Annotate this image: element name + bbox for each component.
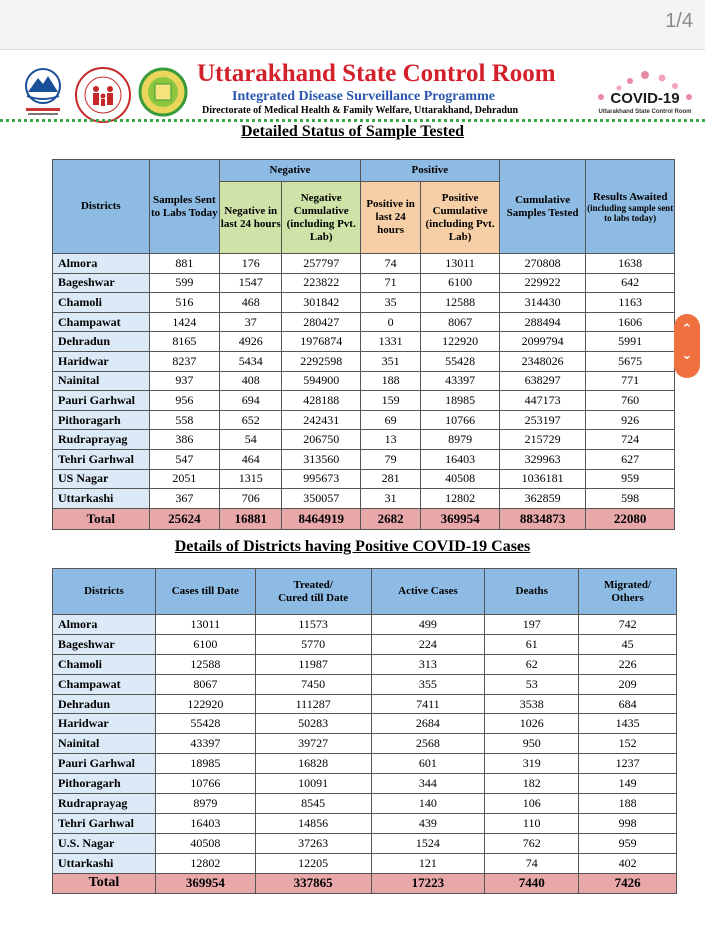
- district-name: Champawat: [53, 312, 150, 332]
- table-cell: 16403: [421, 449, 500, 469]
- table-row: [53, 410, 675, 430]
- positive-cases-table: [52, 568, 677, 894]
- district-name: Pithoragarh: [53, 774, 156, 794]
- table-cell: 188: [579, 794, 677, 814]
- table-cell: 122920: [421, 332, 500, 352]
- table-cell: 926: [586, 410, 675, 430]
- table-cell: 40508: [421, 469, 500, 489]
- table-cell: 229922: [499, 273, 586, 293]
- table-cell: 12588: [421, 293, 500, 313]
- table-row: [53, 714, 677, 734]
- table-cell: 13011: [155, 615, 255, 635]
- table-cell: 53: [485, 674, 579, 694]
- district-name: Rudraprayag: [53, 794, 156, 814]
- idsp-logo-icon: [138, 66, 188, 118]
- table-cell: 10091: [255, 774, 371, 794]
- table-cell: 4926: [220, 332, 282, 352]
- table-row: [53, 391, 675, 411]
- page-subtitle: Integrated Disease Surveillance Programme: [232, 89, 495, 104]
- table-cell: 224: [371, 634, 485, 654]
- table-cell: 1237: [579, 754, 677, 774]
- table-cell: 5434: [220, 351, 282, 371]
- table-cell: 313560: [282, 449, 361, 469]
- table-cell: 10766: [421, 410, 500, 430]
- sample-status-title: Detailed Status of Sample Tested: [240, 123, 465, 140]
- table-cell: 1524: [371, 833, 485, 853]
- table-cell: 601: [371, 754, 485, 774]
- results-awaited-label: Results Awaited: [592, 190, 668, 203]
- table-cell: 2348026: [499, 351, 586, 371]
- treated-label-line-2: Cured till Date: [278, 591, 349, 604]
- col-districts: Districts: [53, 160, 150, 254]
- viewer-toolbar: [0, 0, 705, 50]
- col-group-negative: Negative: [220, 160, 361, 182]
- total-label: Total: [53, 508, 150, 529]
- page-title: Uttarakhand State Control Room: [197, 60, 556, 87]
- table-cell: 439: [371, 813, 485, 833]
- total-cell: 2682: [360, 508, 420, 529]
- total-cell: 369954: [155, 873, 255, 893]
- table-cell: 447173: [499, 391, 586, 411]
- table-cell: 350057: [282, 489, 361, 509]
- table-cell: 937: [149, 371, 219, 391]
- table-cell: 50283: [255, 714, 371, 734]
- table-cell: 1435: [579, 714, 677, 734]
- sample-status-total-row: [53, 508, 675, 529]
- table-row: [53, 853, 677, 873]
- col-cumulative-tested: Cumulative Samples Tested: [499, 160, 586, 254]
- table-cell: 182: [485, 774, 579, 794]
- district-name: Chamoli: [53, 654, 156, 674]
- table-cell: 18985: [155, 754, 255, 774]
- table-cell: 197: [485, 615, 579, 635]
- table-cell: 2051: [149, 469, 219, 489]
- table-row: [53, 734, 677, 754]
- table-cell: 881: [149, 254, 219, 274]
- table-cell: 55428: [155, 714, 255, 734]
- table-cell: 149: [579, 774, 677, 794]
- table-cell: 402: [579, 853, 677, 873]
- table-cell: 2568: [371, 734, 485, 754]
- table-cell: 1331: [360, 332, 420, 352]
- col-deaths: Deaths: [485, 569, 579, 615]
- table-cell: 594900: [282, 371, 361, 391]
- table-cell: 7450: [255, 674, 371, 694]
- table-cell: 226: [579, 654, 677, 674]
- table-cell: 11987: [255, 654, 371, 674]
- table-cell: 959: [579, 833, 677, 853]
- table-cell: 16828: [255, 754, 371, 774]
- table-row: [53, 654, 677, 674]
- table-cell: 61: [485, 634, 579, 654]
- table-cell: 1638: [586, 254, 675, 274]
- table-row: [53, 774, 677, 794]
- table-cell: 724: [586, 430, 675, 450]
- total-cell: 7440: [485, 873, 579, 893]
- col-districts: Districts: [53, 569, 156, 615]
- positive-cases-title: Details of Districts having Positive COVID-19 Cases: [174, 538, 531, 555]
- table-cell: 14856: [255, 813, 371, 833]
- district-name: Chamoli: [53, 293, 150, 313]
- table-cell: 8067: [421, 312, 500, 332]
- district-name: Tehri Garhwal: [53, 813, 156, 833]
- table-cell: 313: [371, 654, 485, 674]
- table-row: [53, 634, 677, 654]
- table-row: [53, 833, 677, 853]
- district-name: US Nagar: [53, 469, 150, 489]
- district-name: Dehradun: [53, 332, 150, 352]
- table-cell: 319: [485, 754, 579, 774]
- table-cell: 54: [220, 430, 282, 450]
- col-negative-cumulative: Negative Cumulative (including Pvt. Lab): [282, 182, 361, 254]
- table-cell: 55428: [421, 351, 500, 371]
- table-cell: 176: [220, 254, 282, 274]
- table-cell: 599: [149, 273, 219, 293]
- table-cell: 62: [485, 654, 579, 674]
- table-row: [53, 273, 675, 293]
- table-cell: 598: [586, 489, 675, 509]
- table-cell: 18985: [421, 391, 500, 411]
- table-cell: 1547: [220, 273, 282, 293]
- district-name: Tehri Garhwal: [53, 449, 150, 469]
- table-cell: 188: [360, 371, 420, 391]
- col-negative-24h: Negative in last 24 hours: [220, 182, 282, 254]
- table-cell: 13: [360, 430, 420, 450]
- table-cell: 762: [485, 833, 579, 853]
- document-header: [0, 52, 705, 124]
- table-cell: 8979: [155, 794, 255, 814]
- table-cell: 7411: [371, 694, 485, 714]
- table-cell: 0: [360, 312, 420, 332]
- table-row: [53, 694, 677, 714]
- table-cell: 1606: [586, 312, 675, 332]
- covid-logo-text: COVID-19: [610, 90, 680, 107]
- district-name: Nainital: [53, 734, 156, 754]
- table-cell: 74: [485, 853, 579, 873]
- table-cell: 8165: [149, 332, 219, 352]
- district-name: Almora: [53, 254, 150, 274]
- table-cell: 428188: [282, 391, 361, 411]
- table-cell: 37263: [255, 833, 371, 853]
- table-row: [53, 489, 675, 509]
- table-cell: 69: [360, 410, 420, 430]
- table-cell: 301842: [282, 293, 361, 313]
- table-cell: 314430: [499, 293, 586, 313]
- table-cell: 995673: [282, 469, 361, 489]
- table-row: [53, 312, 675, 332]
- col-samples-sent: Samples Sent to Labs Today: [149, 160, 219, 254]
- table-cell: 6100: [155, 634, 255, 654]
- table-cell: 270808: [499, 254, 586, 274]
- table-row: [53, 813, 677, 833]
- total-cell: 17223: [371, 873, 485, 893]
- total-cell: 7426: [579, 873, 677, 893]
- page-indicator: 1/4: [665, 10, 693, 32]
- district-name: Pauri Garhwal: [53, 391, 150, 411]
- total-cell: 369954: [421, 508, 500, 529]
- table-row: [53, 332, 675, 352]
- col-treated-cured: [255, 569, 371, 615]
- table-cell: 152: [579, 734, 677, 754]
- table-cell: 31: [360, 489, 420, 509]
- district-name: Nainital: [53, 371, 150, 391]
- district-name: Pithoragarh: [53, 410, 150, 430]
- table-cell: 253197: [499, 410, 586, 430]
- table-row: [53, 794, 677, 814]
- table-cell: 242431: [282, 410, 361, 430]
- table-cell: 280427: [282, 312, 361, 332]
- table-cell: 1036181: [499, 469, 586, 489]
- total-label: Total: [53, 873, 156, 893]
- table-cell: 1163: [586, 293, 675, 313]
- table-cell: 1315: [220, 469, 282, 489]
- table-cell: 408: [220, 371, 282, 391]
- table-cell: 10766: [155, 774, 255, 794]
- table-cell: 2684: [371, 714, 485, 734]
- table-cell: 516: [149, 293, 219, 313]
- table-cell: 223822: [282, 273, 361, 293]
- table-cell: 37: [220, 312, 282, 332]
- table-row: [53, 615, 677, 635]
- table-cell: 122920: [155, 694, 255, 714]
- total-cell: 25624: [149, 508, 219, 529]
- table-cell: 329963: [499, 449, 586, 469]
- table-row: [53, 430, 675, 450]
- chevron-down-icon[interactable]: ⌄: [681, 348, 693, 363]
- table-row: [53, 254, 675, 274]
- table-cell: 627: [586, 449, 675, 469]
- table-cell: 1026: [485, 714, 579, 734]
- table-row: [53, 371, 675, 391]
- table-cell: 742: [579, 615, 677, 635]
- table-cell: 2099794: [499, 332, 586, 352]
- table-cell: 558: [149, 410, 219, 430]
- table-row: [53, 674, 677, 694]
- total-cell: 337865: [255, 873, 371, 893]
- table-cell: 12205: [255, 853, 371, 873]
- table-cell: 5991: [586, 332, 675, 352]
- table-row: [53, 754, 677, 774]
- total-cell: 8464919: [282, 508, 361, 529]
- table-cell: 110: [485, 813, 579, 833]
- treated-label-line-1: Treated/: [293, 578, 333, 591]
- table-cell: 40508: [155, 833, 255, 853]
- sample-status-table: [52, 159, 675, 530]
- col-group-positive: Positive: [360, 160, 499, 182]
- covid-logo-subtext: Uttarakhand State Control Room: [598, 109, 692, 115]
- total-cell: 22080: [586, 508, 675, 529]
- table-cell: 74: [360, 254, 420, 274]
- table-cell: 39727: [255, 734, 371, 754]
- table-cell: 950: [485, 734, 579, 754]
- table-cell: 43397: [421, 371, 500, 391]
- table-cell: 12802: [155, 853, 255, 873]
- table-cell: 159: [360, 391, 420, 411]
- district-name: U.S. Nagar: [53, 833, 156, 853]
- table-cell: 638297: [499, 371, 586, 391]
- table-cell: 79: [360, 449, 420, 469]
- table-cell: 215729: [499, 430, 586, 450]
- district-name: Haridwar: [53, 714, 156, 734]
- district-name: Uttarkashi: [53, 489, 150, 509]
- table-cell: 468: [220, 293, 282, 313]
- table-cell: 13011: [421, 254, 500, 274]
- table-cell: 998: [579, 813, 677, 833]
- table-cell: 257797: [282, 254, 361, 274]
- table-cell: 386: [149, 430, 219, 450]
- table-cell: 760: [586, 391, 675, 411]
- uttarakhand-govt-logo-icon: [18, 66, 68, 118]
- col-positive-cumulative: Positive Cumulative (including Pvt. Lab): [421, 182, 500, 254]
- table-cell: 121: [371, 853, 485, 873]
- col-positive-24h: Positive in last 24 hours: [360, 182, 420, 254]
- chevron-up-icon[interactable]: ⌃: [681, 322, 693, 337]
- table-cell: 5675: [586, 351, 675, 371]
- table-cell: 45: [579, 634, 677, 654]
- table-cell: 8237: [149, 351, 219, 371]
- table-row: [53, 351, 675, 371]
- table-cell: 499: [371, 615, 485, 635]
- results-awaited-note: (including sample sent to labs today): [587, 202, 674, 223]
- district-name: Almora: [53, 615, 156, 635]
- nhm-logo-icon: [74, 66, 132, 124]
- table-cell: 1424: [149, 312, 219, 332]
- table-cell: 71: [360, 273, 420, 293]
- table-cell: 956: [149, 391, 219, 411]
- table-cell: 706: [220, 489, 282, 509]
- table-cell: 281: [360, 469, 420, 489]
- table-cell: 684: [579, 694, 677, 714]
- table-cell: 642: [586, 273, 675, 293]
- district-name: Uttarkashi: [53, 853, 156, 873]
- migrated-label-line-1: Migrated/: [604, 578, 652, 591]
- table-cell: 209: [579, 674, 677, 694]
- col-results-awaited: [586, 160, 675, 254]
- table-cell: 35: [360, 293, 420, 313]
- table-cell: 694: [220, 391, 282, 411]
- district-name: Rudraprayag: [53, 430, 150, 450]
- directorate-line: Directorate of Medical Health & Family Welfare, Uttarakhand, Dehradun: [202, 105, 519, 116]
- table-cell: 206750: [282, 430, 361, 450]
- table-cell: 288494: [499, 312, 586, 332]
- table-cell: 111287: [255, 694, 371, 714]
- district-name: Bageshwar: [53, 634, 156, 654]
- col-active-cases: Active Cases: [371, 569, 485, 615]
- table-cell: 16403: [155, 813, 255, 833]
- table-cell: 8545: [255, 794, 371, 814]
- table-cell: 12588: [155, 654, 255, 674]
- migrated-label-line-2: Others: [611, 591, 644, 604]
- table-cell: 351: [360, 351, 420, 371]
- col-migrated-others: [579, 569, 677, 615]
- table-cell: 6100: [421, 273, 500, 293]
- table-cell: 106: [485, 794, 579, 814]
- table-cell: 2292598: [282, 351, 361, 371]
- table-cell: 3538: [485, 694, 579, 714]
- district-name: Bageshwar: [53, 273, 150, 293]
- total-cell: 16881: [220, 508, 282, 529]
- header-divider: [0, 119, 705, 122]
- table-row: [53, 293, 675, 313]
- table-cell: 464: [220, 449, 282, 469]
- table-cell: 8979: [421, 430, 500, 450]
- total-cell: 8834873: [499, 508, 586, 529]
- district-name: Champawat: [53, 674, 156, 694]
- table-cell: 547: [149, 449, 219, 469]
- table-cell: 43397: [155, 734, 255, 754]
- table-row: [53, 449, 675, 469]
- district-name: Haridwar: [53, 351, 150, 371]
- table-cell: 771: [586, 371, 675, 391]
- district-name: Pauri Garhwal: [53, 754, 156, 774]
- table-cell: 1976874: [282, 332, 361, 352]
- table-cell: 344: [371, 774, 485, 794]
- table-cell: 8067: [155, 674, 255, 694]
- table-row: [53, 469, 675, 489]
- positive-cases-total-row: [53, 873, 677, 893]
- col-cases-till-date: Cases till Date: [155, 569, 255, 615]
- table-cell: 11573: [255, 615, 371, 635]
- table-cell: 362859: [499, 489, 586, 509]
- table-cell: 140: [371, 794, 485, 814]
- table-cell: 355: [371, 674, 485, 694]
- table-cell: 367: [149, 489, 219, 509]
- table-cell: 652: [220, 410, 282, 430]
- table-cell: 959: [586, 469, 675, 489]
- district-name: Dehradun: [53, 694, 156, 714]
- table-cell: 5770: [255, 634, 371, 654]
- page-scroll-control[interactable]: [674, 314, 700, 378]
- table-cell: 12802: [421, 489, 500, 509]
